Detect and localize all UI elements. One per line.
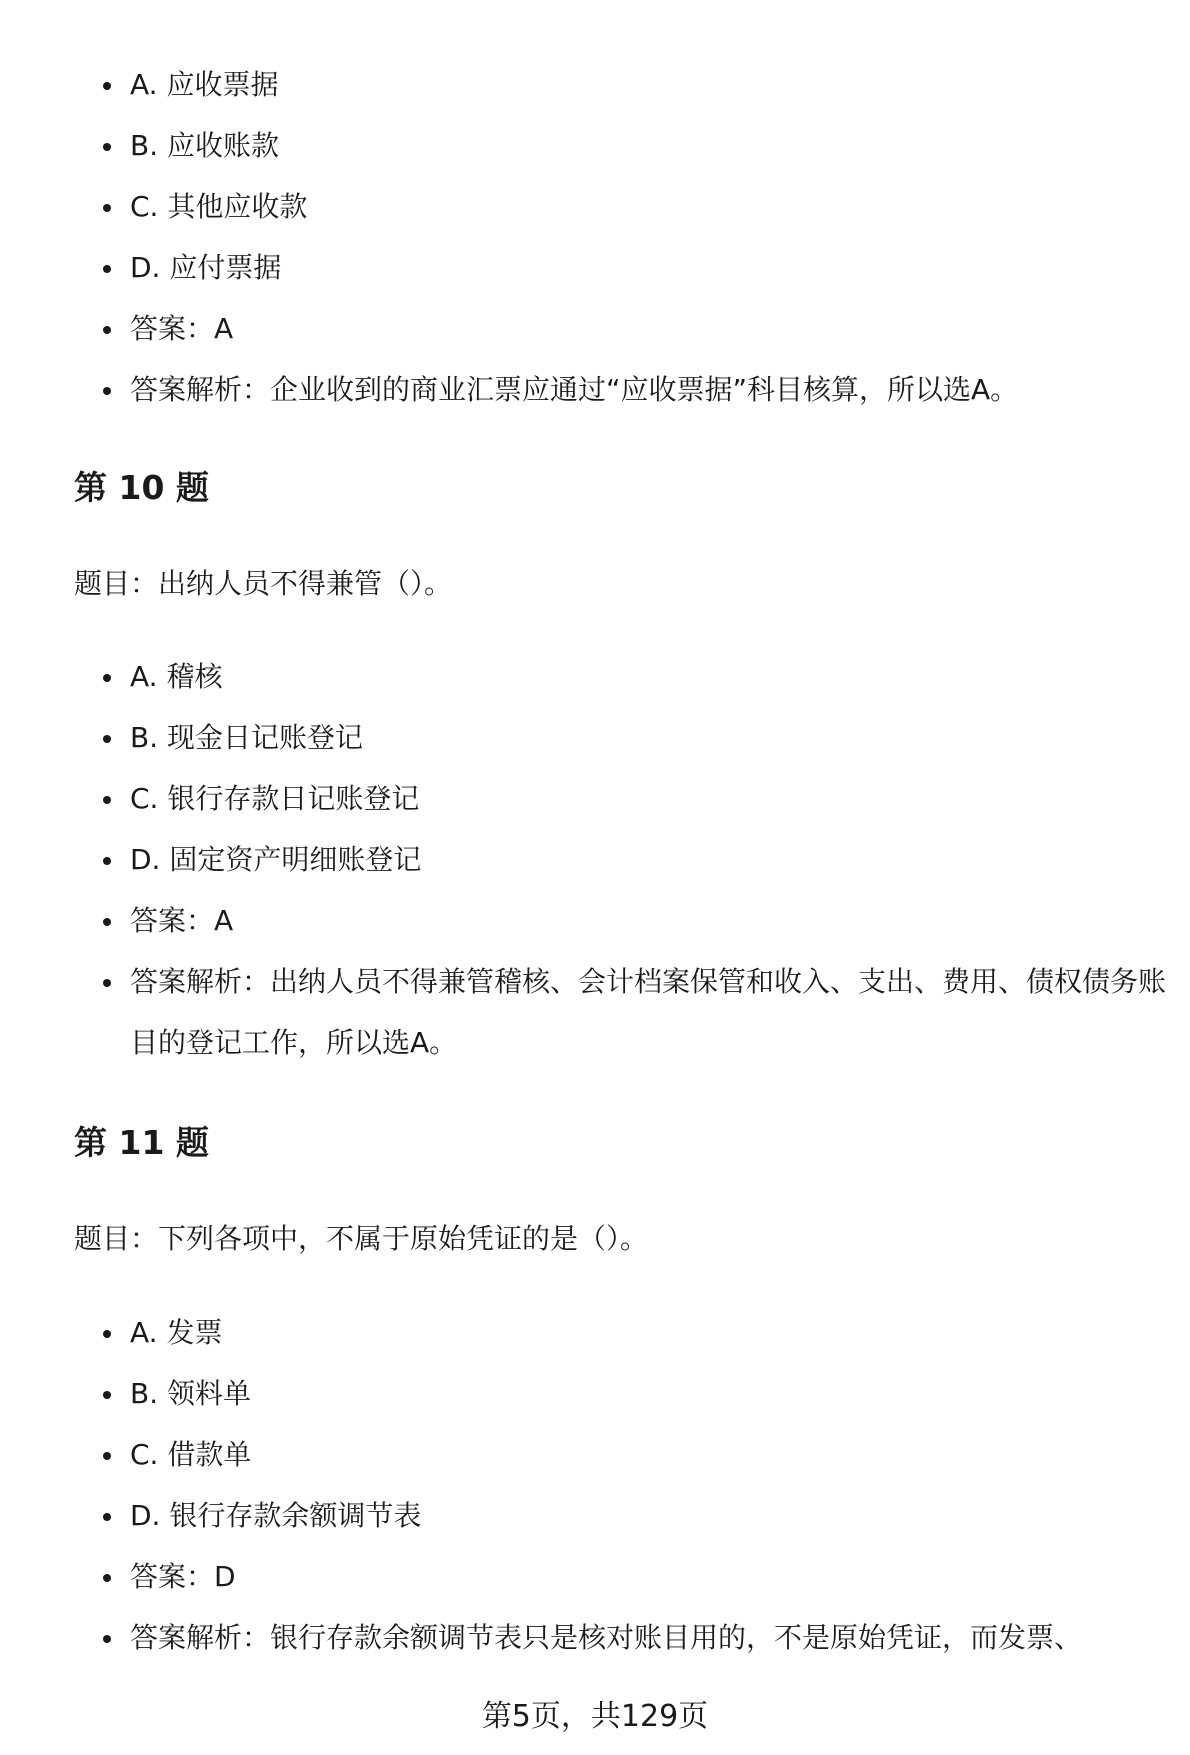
answer: 答案：A <box>0 298 1190 359</box>
option-b: B. 应收账款 <box>0 115 1190 176</box>
option-c: C. 借款单 <box>0 1424 1190 1485</box>
option-c: C. 其他应收款 <box>0 176 1190 237</box>
option-a: A. 稽核 <box>0 646 1190 707</box>
page-number-footer: 第5页，共129页 <box>481 1699 709 1734</box>
answer-explanation: 答案解析：出纳人员不得兼管稽核、会计档案保管和收入、支出、费用、债权债务账目的登记工作，所以选A。 <box>0 951 1190 1073</box>
question-10-heading: 第 10 题 <box>74 468 209 507</box>
option-c: C. 银行存款日记账登记 <box>0 768 1190 829</box>
option-d: D. 固定资产明细账登记 <box>0 829 1190 890</box>
option-b: B. 领料单 <box>0 1363 1190 1424</box>
option-a: A. 应收票据 <box>0 54 1190 115</box>
question-10-options <box>0 646 1190 1073</box>
answer-explanation: 答案解析：银行存款余额调节表只是核对账目用的，不是原始凭证，而发票、 <box>0 1607 1190 1668</box>
prev-question-options <box>0 54 1190 420</box>
option-a: A. 发票 <box>0 1302 1190 1363</box>
question-10-stem: 题目：出纳人员不得兼管（）。 <box>74 567 453 600</box>
question-11-heading: 第 11 题 <box>74 1123 209 1162</box>
option-b: B. 现金日记账登记 <box>0 707 1190 768</box>
question-11-options <box>0 1302 1190 1668</box>
answer-explanation: 答案解析：企业收到的商业汇票应通过“应收票据”科目核算，所以选A。 <box>0 359 1190 420</box>
answer: 答案：A <box>0 890 1190 951</box>
option-d: D. 银行存款余额调节表 <box>0 1485 1190 1546</box>
question-11-stem: 题目：下列各项中，不属于原始凭证的是（）。 <box>74 1222 649 1255</box>
answer: 答案：D <box>0 1546 1190 1607</box>
option-d: D. 应付票据 <box>0 237 1190 298</box>
